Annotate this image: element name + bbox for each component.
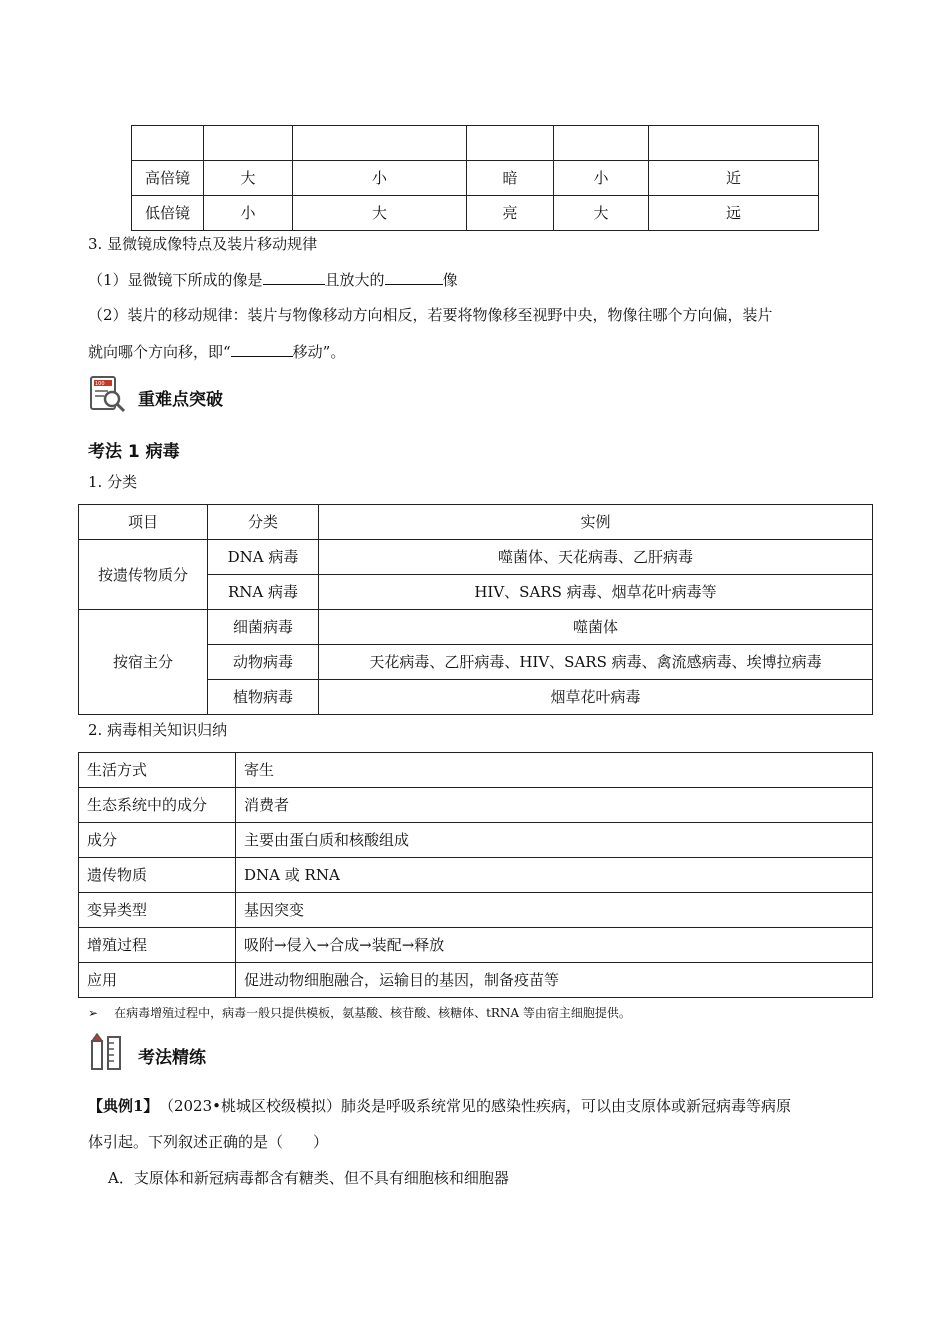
table-group-cell: 按遗传物质分 <box>79 540 208 610</box>
virus-knowledge-table <box>78 752 873 998</box>
table-group-cell: 按宿主分 <box>79 610 208 715</box>
section-3-item-2-cont <box>88 342 868 363</box>
table-cell <box>554 126 649 161</box>
table-cell: 基因突变 <box>236 893 873 928</box>
table-cell: DNA 或 RNA <box>236 858 873 893</box>
example-text: （2023•桃城区校级模拟）肺炎是呼吸系统常见的感染性疾病，可以由支原体或新冠病毒等病原 <box>166 1097 791 1115</box>
table-cell: 高倍镜 <box>132 161 204 196</box>
example-tag: 【典例1】 <box>88 1097 159 1115</box>
magnification-table <box>131 125 819 231</box>
svg-text:100: 100 <box>95 381 105 387</box>
note <box>88 1004 631 1021</box>
table-cell: 噬菌体、天花病毒、乙肝病毒 <box>319 540 873 575</box>
table-row <box>79 893 873 928</box>
table-cell: 增殖过程 <box>79 928 236 963</box>
table-cell: 大 <box>554 196 649 231</box>
text-fragment: 就向哪个方向移，即“ <box>88 343 231 361</box>
table-cell: 噬菌体 <box>319 610 873 645</box>
table-cell: 近 <box>649 161 819 196</box>
table-cell: 植物病毒 <box>208 680 319 715</box>
table-row <box>79 823 873 858</box>
virus-classification-table <box>78 504 873 715</box>
table-row <box>132 196 819 231</box>
table-row <box>132 126 819 161</box>
table-row <box>79 505 873 540</box>
table-cell <box>649 126 819 161</box>
table-cell: 低倍镜 <box>132 196 204 231</box>
example-1-line-2: 体引起。下列叙述正确的是（ ） <box>88 1133 329 1151</box>
table-cell: 变异类型 <box>79 893 236 928</box>
table-cell: 亮 <box>467 196 554 231</box>
text-fragment: 像 <box>442 271 458 289</box>
table-cell: 主要由蛋白质和核酸组成 <box>236 823 873 858</box>
table-cell: 成分 <box>79 823 236 858</box>
arrow-bullet-icon: ➢ <box>88 1006 99 1020</box>
table-cell: 消费者 <box>236 788 873 823</box>
table-header: 分类 <box>208 505 319 540</box>
table-cell: 大 <box>293 196 467 231</box>
fill-blank <box>385 270 443 285</box>
table-cell: 烟草花叶病毒 <box>319 680 873 715</box>
section-heading-key: 重难点突破 <box>138 390 223 410</box>
table-header: 项目 <box>79 505 208 540</box>
section-3-title: 3. 显微镜成像特点及装片移动规律 <box>88 235 318 253</box>
table-cell <box>132 126 204 161</box>
table-cell: HIV、SARS 病毒、烟草花叶病毒等 <box>319 575 873 610</box>
subsection-classification: 1. 分类 <box>88 473 138 491</box>
table-cell: 细菌病毒 <box>208 610 319 645</box>
pencil-ruler-icon <box>88 1033 128 1073</box>
section-3-item-1 <box>88 270 868 291</box>
method-1-title: 考法 1 病毒 <box>88 442 180 462</box>
table-cell: 促进动物细胞融合，运输目的基因，制备疫苗等 <box>236 963 873 998</box>
table-cell: 生活方式 <box>79 753 236 788</box>
section-3-item-2: （2）装片的移动规律：装片与物像移动方向相反，若要将物像移至视野中央，物像往哪个方向偏，装片 <box>88 306 773 324</box>
table-cell: 天花病毒、乙肝病毒、HIV、SARS 病毒、禽流感病毒、埃博拉病毒 <box>319 645 873 680</box>
fill-blank <box>263 270 325 285</box>
table-cell: 小 <box>554 161 649 196</box>
table-row <box>79 928 873 963</box>
text-fragment: （1）显微镜下所成的像是 <box>88 271 263 289</box>
table-cell: 小 <box>293 161 467 196</box>
table-row <box>79 788 873 823</box>
table-cell: 生态系统中的成分 <box>79 788 236 823</box>
text-fragment: 且放大的 <box>324 271 385 289</box>
table-cell: 吸附→侵入→合成→装配→释放 <box>236 928 873 963</box>
table-cell: 遗传物质 <box>79 858 236 893</box>
example-1-option-a: A．支原体和新冠病毒都含有糖类、但不具有细胞核和细胞器 <box>108 1169 509 1187</box>
table-cell: 应用 <box>79 963 236 998</box>
text-fragment: 移动”。 <box>292 343 346 361</box>
table-cell: 暗 <box>467 161 554 196</box>
note-text: 在病毒增殖过程中，病毒一般只提供模板，氨基酸、核苷酸、核糖体、tRNA 等由宿主细胞提供。 <box>114 1006 631 1020</box>
table-row <box>132 161 819 196</box>
magnifier-doc-icon <box>88 375 128 415</box>
table-row <box>79 963 873 998</box>
section-heading-practice: 考法精练 <box>138 1048 206 1068</box>
table-cell: 寄生 <box>236 753 873 788</box>
table-cell <box>204 126 293 161</box>
table-cell: 远 <box>649 196 819 231</box>
table-cell: 小 <box>204 196 293 231</box>
table-cell <box>293 126 467 161</box>
table-cell: 动物病毒 <box>208 645 319 680</box>
subsection-knowledge: 2. 病毒相关知识归纳 <box>88 721 228 739</box>
fill-blank <box>231 342 293 357</box>
table-row <box>79 540 873 575</box>
table-cell: RNA 病毒 <box>208 575 319 610</box>
table-row <box>79 610 873 645</box>
table-cell <box>467 126 554 161</box>
table-row <box>79 753 873 788</box>
example-1-line-1 <box>88 1097 878 1117</box>
table-cell: DNA 病毒 <box>208 540 319 575</box>
table-row <box>79 858 873 893</box>
table-header: 实例 <box>319 505 873 540</box>
table-cell: 大 <box>204 161 293 196</box>
